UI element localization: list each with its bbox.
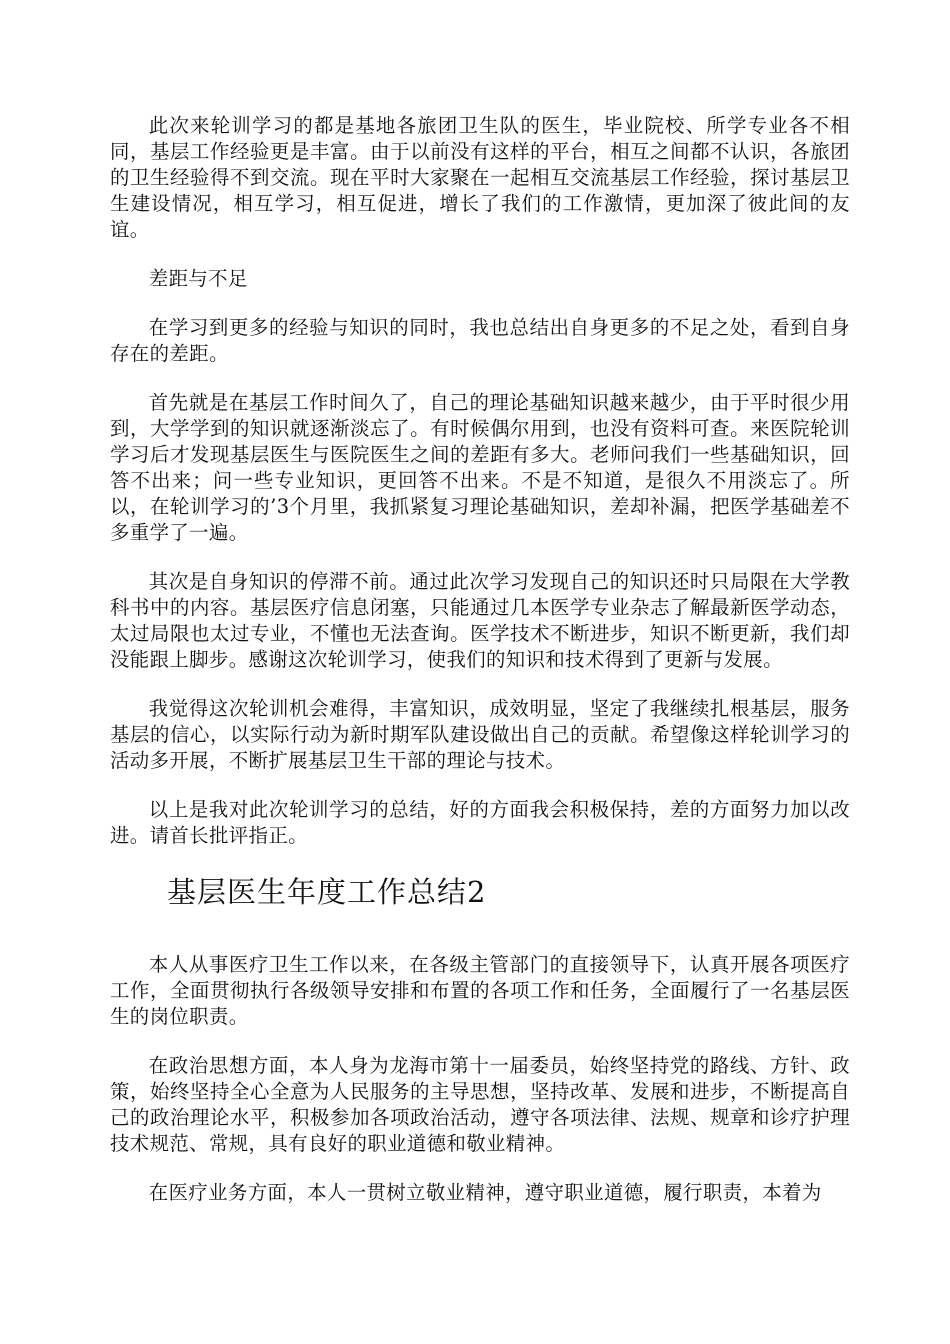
paragraph-political: 在政治思想方面，本人身为龙海市第十一届委员，始终坚持党的路线、方针、政策，始终坚持全心全意为人民服务的主导思想，坚持改革、发展和进步，不断提高自己的政治理论水平，积极参加各项政治活动，遵守各项法律、法规、规章和诊疗护理技术规范、常规，具有良好的职业道德和敬业精神。 bbox=[110, 1054, 850, 1155]
section-title: 基层医生年度工作总结2 bbox=[167, 875, 487, 909]
paragraph-medical: 在医疗业务方面，本人一贯树立敬业精神，遵守职业道德，履行职责，本着为 bbox=[148, 1181, 822, 1204]
document-page bbox=[110, 113, 850, 1229]
paragraph-knowledge: 其次是自身知识的停滞不前。通过此次学习发现自己的知识还时只局限在大学教科书中的内容。基层医疗信息闭塞，只能通过几本医学专业杂志了解最新医学动态，太过局限也太过专业，不懂也无法查询。医学技术不断进步，知识不断更新，我们却没能跟上脚步。感谢这次轮训学习，使我们的知识和技术得到了更新与发展。 bbox=[110, 570, 850, 671]
paragraph-exchange: 此次来轮训学习的都是基地各旅团卫生队的医生，毕业院校、所学专业各不相同，基层工作经验更是丰富。由于以前没有这样的平台，相互之间都不认识，各旅团的卫生经验得不到交流。现在平时大家聚在一起相互交流基层工作经验，探讨基层卫生建设情况，相互学习，相互促进，增长了我们的工作激情，更加深了彼此间的友谊。 bbox=[110, 114, 850, 241]
paragraph-conclusion: 以上是我对此次轮训学习的总结，好的方面我会积极保持，差的方面努力加以改进。请首长批评指正。 bbox=[110, 798, 850, 847]
paragraph-theory: 首先就是在基层工作时间久了，自己的理论基础知识越来越少，由于平时很少用到，大学学到的知识就逐渐淡忘了。有时候偶尔用到，也没有资料可查。来医院轮训学习后才发现基层医生与医院医生之间的差距有多大。老师问我们一些基础知识，回答不出来；问一些专业知识，更回答不出来。不是不知道，是很久不用淡忘了。所以，在轮训学习的’3个月里，我抓紧复习理论基础知识，差却补漏，把医学基础差不多重学了一遍。 bbox=[110, 391, 850, 544]
paragraph-duties: 本人从事医疗卫生工作以来，在各级主管部门的直接领导下，认真开展各项医疗工作，全面贯彻执行各级领导安排和布置的各项工作和任务，全面履行了一名基层医生的岗位职责。 bbox=[110, 953, 850, 1028]
subheading-gaps: 差距与不足 bbox=[148, 267, 248, 290]
paragraph-opportunity: 我觉得这次轮训机会难得，丰富知识，成效明显，坚定了我继续扎根基层，服务基层的信心，以实际行动为新时期军队建设做出自己的贡献。希望像这样轮训学习的活动多开展，不断扩展基层卫生干部的理论与技术。 bbox=[110, 697, 850, 772]
paragraph-gaps-intro: 在学习到更多的经验与知识的同时，我也总结出自身更多的不足之处，看到自身存在的差距。 bbox=[110, 316, 850, 365]
